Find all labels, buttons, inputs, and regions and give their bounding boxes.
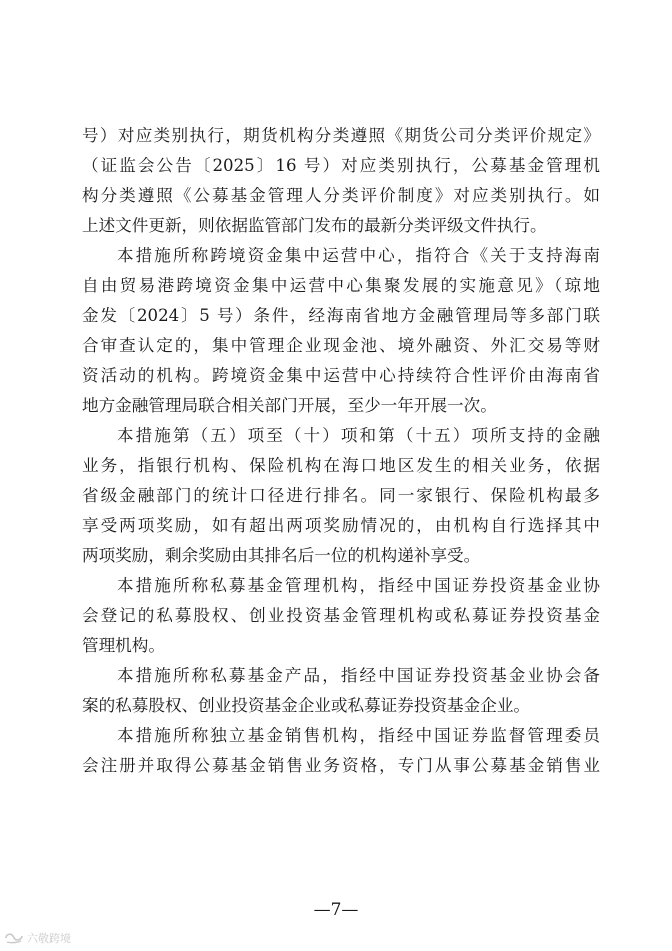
body-text [82, 121, 600, 781]
text-line: 享受两项奖励，如有超出两项奖励情况的，由机构自行选择其中 [82, 516, 600, 535]
text-line: 构分类遵照《公募基金管理人分类评价制度》对应类别执行。如 [82, 186, 600, 205]
text-line: 合审查认定的，集中管理企业现金池、境外融资、外汇交易等财 [82, 336, 600, 355]
paragraph [82, 121, 600, 241]
text-line: 号）对应类别执行，期货机构分类遵照《期货公司分类评价规定》 [82, 126, 600, 145]
text-line: 本措施所称跨境资金集中运营中心，指符合《关于支持海南 [117, 246, 600, 265]
text-line: 两项奖励，剩余奖励由其排名后一位的机构递补享受。 [82, 546, 481, 565]
text-line: 案的私募股权、创业投资基金企业或私募证券投资基金企业。 [82, 696, 531, 715]
text-line: 地方金融管理局联合相关部门开展，至少一年开展一次。 [82, 396, 497, 415]
watermark [4, 929, 71, 947]
text-line: 上述文件更新，则依据监管部门发布的最新分类评级文件执行。 [82, 216, 547, 235]
text-line: 本措施所称私募基金产品，指经中国证券投资基金业协会备 [117, 666, 600, 685]
paragraph [82, 571, 600, 661]
watermark-logo-icon [4, 931, 24, 945]
paragraph [82, 721, 600, 781]
text-line: 本措施第（五）项至（十）项和第（十五）项所支持的金融 [117, 426, 600, 445]
text-line: 本措施所称独立基金销售机构，指经中国证券监督管理委员 [117, 726, 600, 745]
text-line: 会注册并取得公募基金销售业务资格，专门从事公募基金销售业 [82, 756, 600, 775]
text-line: 本措施所称私募基金管理机构，指经中国证券投资基金业协 [117, 576, 600, 595]
text-line: 会登记的私募股权、创业投资基金管理机构或私募证券投资基金 [82, 606, 600, 625]
text-line: 业务，指银行机构、保险机构在海口地区发生的相关业务，依据 [82, 456, 600, 475]
text-line: 管理机构。 [82, 636, 165, 655]
paragraph [82, 421, 600, 571]
text-line: 金发〔2024〕5 号）条件，经海南省地方金融管理局等多部门联 [82, 306, 600, 325]
text-line: 资活动的机构。跨境资金集中运营中心持续符合性评价由海南省 [82, 366, 600, 385]
text-line: （证监会公告〔2025〕16 号）对应类别执行，公募基金管理机 [82, 156, 600, 175]
page-number: —7— [313, 900, 359, 920]
text-line: 自由贸易港跨境资金集中运营中心集聚发展的实施意见》（琼地 [82, 276, 600, 295]
text-line: 省级金融部门的统计口径进行排名。同一家银行、保险机构最多 [82, 486, 600, 505]
watermark-text: 六敬跨境 [27, 932, 71, 945]
paragraph [82, 241, 600, 421]
paragraph [82, 661, 600, 721]
